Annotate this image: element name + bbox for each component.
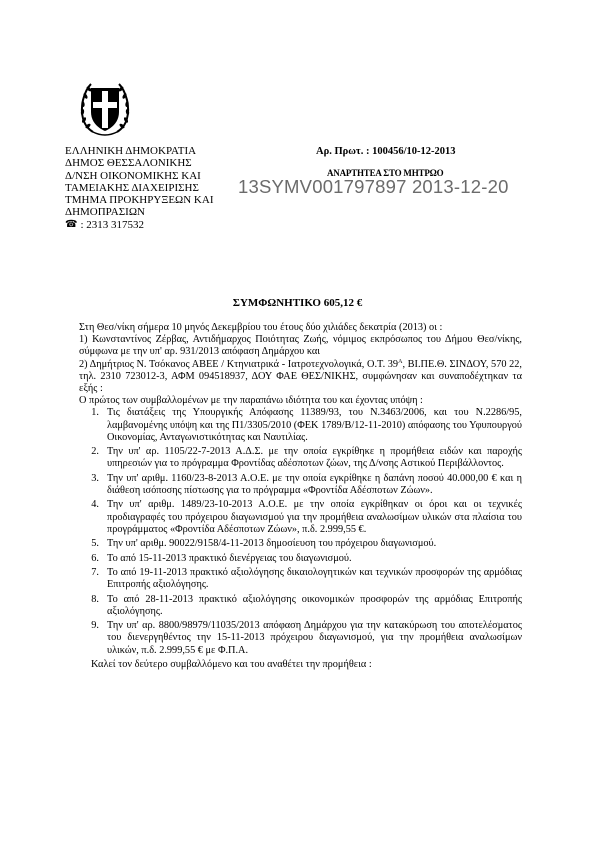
party-one-paragraph: 1) Κωνσταντίνος Ζέρβας, Αντιδήμαρχος Ποιότητας Ζωής, νόμιμος εκπρόσωπος του Δήμου Θεσ/νίκης, σύμφωνα με την υπ' αρ. 931/2013 απόφαση Δημάρχου και xyxy=(79,334,522,358)
list-item xyxy=(79,446,522,470)
list-item xyxy=(79,499,522,536)
list-item-text: Την υπ' αριθμ. 90022/9158/4-11-2013 δημοσίευση του πρόχειρου διαγωνισμού. xyxy=(107,538,437,550)
list-item-text: Τις διατάξεις της Υπουργικής Απόφασης 11389/93, του Ν.3463/2006, και του Ν.2286/95, λαμβανομένης υπόψη και της Π1/3305/2010 (ΦΕΚ 1789/Β/12-11-2010) απόφασης του Υφυπουργού Οικονομίας, Ανταγωνιστικότητας και Ναυτιλίας. xyxy=(107,407,522,443)
list-item-number: 8. xyxy=(91,593,99,605)
issuer-line: ΔΗΜΟΣ ΘΕΣΣΑΛΟΝΙΚΗΣ xyxy=(65,157,192,170)
posting-stamp: ΑΝΑΡΤΗΤΕΑ ΣΤΟ ΜΗΤΡΩΟ xyxy=(327,168,444,178)
document-title: ΣΥΜΦΩΝΗΤΙΚΟ 605,12 € xyxy=(232,297,363,309)
list-item-text: Την υπ' αριθμ. 1160/23-8-2013 Α.Ο.Ε. με την οποία εγκρίθηκε η δαπάνη ποσού 40.000,00 € και η διάθεση ισόποσης πίστωσης για το πρόγραμμα «Φροντίδα Αδέσποτων Ζώων». xyxy=(107,472,522,497)
list-item-text: Το από 19-11-2013 πρακτικό αξιολόγησης δικαιολογητικών και τεχνικών προσφορών της αρμόδιας Επιτροπής αξιολόγησης. xyxy=(107,566,522,591)
list-item xyxy=(79,473,522,497)
list-item-number: 9. xyxy=(91,620,99,632)
party-two-superscript: Α xyxy=(398,358,403,365)
issuer-line: Δ/ΝΣΗ ΟΙΚΟΝΟΜΙΚΗΣ ΚΑΙ xyxy=(65,169,201,182)
telephone-icon: ☎ xyxy=(65,218,78,230)
preamble-paragraph: Ο πρώτος των συμβαλλομένων με την παραπάνω ιδιότητα του και έχοντας υπόψη : xyxy=(79,395,423,407)
list-item-text: Την υπ' αρ. 8800/98979/11035/2013 απόφαση Δημάρχου για την κατακύρωση του αποτελέσματος του διενεργηθέντος την 15-11-2013 πρόχειρου διαγωνισμού, για την προμήθεια αναλωσίμων υλικών, π.δ. 2.999,55 € με Φ.Π.Α. xyxy=(107,620,522,656)
issuer-block xyxy=(65,145,265,231)
list-item-number: 2. xyxy=(91,446,99,458)
list-item-number: 1. xyxy=(91,407,99,419)
list-item-text: Την υπ' αρ. 1105/22-7-2013 Α.Δ.Σ. με την οποία εγκρίθηκε η προμήθεια ειδών και παροχής υπηρεσιών για το πρόγραμμα Φροντίδας αδέσποτων ζώων, της Δ/νσης Αστικού Περιβάλλοντος. xyxy=(107,446,522,470)
greek-coat-of-arms-emblem xyxy=(79,80,131,138)
closing-paragraph: Καλεί τον δεύτερο συμβαλλόμενο και του αναθέτει την προμήθεια : xyxy=(91,658,372,670)
list-item xyxy=(79,567,522,591)
list-item-number: 7. xyxy=(91,566,99,578)
document-body xyxy=(79,322,522,671)
protocol-number: Αρ. Πρωτ. : 100456/10-12-2013 xyxy=(316,146,456,157)
list-item-number: 5. xyxy=(91,538,99,550)
issuer-line: ΤΑΜΕΙΑΚΗΣ ΔΙΑΧΕΙΡΙΣΗΣ xyxy=(65,181,199,194)
party-two-text-start: 2) Δημήτριος Ν. Τσόκανος ΑΒΕΕ / Κτηνιατρικά - Ιατροτεχνολογικά, Ο.Τ. 39 xyxy=(79,358,399,370)
intro-paragraph: Στη Θεσ/νίκη σήμερα 10 μηνός Δεκεμβρίου του έτους δύο χιλιάδες δεκατρία (2013) οι : xyxy=(79,322,443,333)
list-item-text: Το από 15-11-2013 πρακτικό διενέργειας του διαγωνισμού. xyxy=(107,552,352,564)
phone-number: : 2313 317532 xyxy=(80,218,145,231)
list-item xyxy=(79,620,522,657)
list-item-text: Το από 28-11-2013 πρακτικό αξιολόγησης οικονομικών προσφορών της αρμόδιας Επιτροπής αξιολόγησης. xyxy=(107,593,522,617)
list-item-number: 6. xyxy=(91,552,99,564)
list-item xyxy=(79,407,522,444)
list-item-text: Την υπ' αριθμ. 1489/23-10-2013 Α.Ο.Ε. με την οποία εγκρίθηκαν οι όροι και οι τεχνικές προδιαγραφές του πρόχειρου διαγωνισμού για την προμήθεια αναλωσίμων υλικών στα πλαίσια του προγράμματος «Φροντίδα Αδέσποτων Ζώων», π.δ. 2.999,55 €. xyxy=(107,499,522,535)
list-item-number: 4. xyxy=(91,499,99,511)
list-item xyxy=(79,594,522,618)
list-item xyxy=(79,538,522,550)
ada-watermark-code: 13SYMV001797897 2013-12-20 xyxy=(238,176,509,197)
party-two-paragraph xyxy=(79,359,522,396)
party-two-text-end: , ΒΙ.ΠΕ.Θ. ΣΙΝΔΟΥ, 570 22, τηλ. 2310 723012-3, ΑΦΜ 094518937, ΔΟΥ ΦΑΕ ΘΕΣ/ΝΙΚΗΣ, συμφώνησαν και συναποδέχτηκαν τα εξής : xyxy=(79,358,523,395)
issuer-line: ΕΛΛΗΝΙΚΗ ΔΗΜΟΚΡΑΤΙΑ xyxy=(65,145,197,157)
list-item xyxy=(79,553,522,565)
considerations-list xyxy=(79,407,522,656)
list-item-number: 3. xyxy=(91,472,99,484)
issuer-line: ΤΜΗΜΑ ΠΡΟΚΗΡΥΞΕΩΝ ΚΑΙ xyxy=(65,194,214,207)
issuer-line: ΔΗΜΟΠΡΑΣΙΩΝ xyxy=(65,206,145,219)
phone-line xyxy=(65,219,265,231)
